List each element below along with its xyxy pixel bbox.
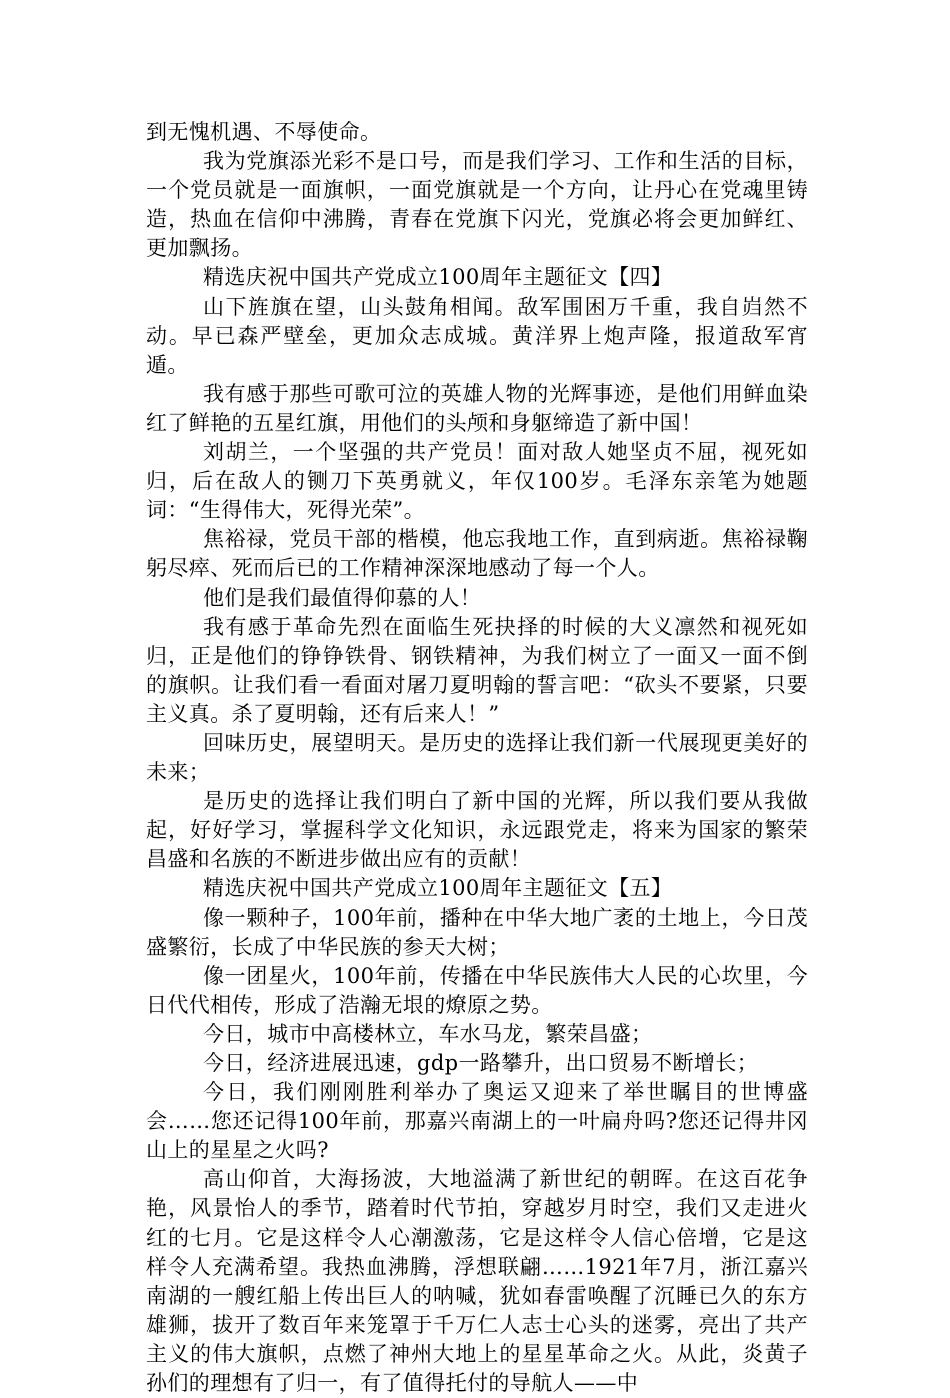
section-heading-5: 精选庆祝中国共产党成立100周年主题征文【五】 — [203, 876, 673, 901]
paragraph: 我有感于那些可歌可泣的英雄人物的光辉事迹，是他们用鲜血染红了鲜艳的五星红旗，用他们的头颅和身躯缔造了新中国！ — [146, 381, 808, 435]
paragraph: 像一颗种子，100年前，播种在中华大地广袤的土地上，今日茂盛繁衍，长成了中华民族的参天大树； — [146, 905, 808, 959]
paragraph: 刘胡兰，一个坚强的共产党员！面对敌人她坚贞不屈，视死如归，后在敌人的铡刀下英勇就义，年仅100岁。毛泽东亲笔为她题词：“生得伟大，死得光荣”。 — [146, 440, 808, 523]
paragraph: 我为党旗添光彩不是口号，而是我们学习、工作和生活的目标，一个党员就是一面旗帜，一面党旗就是一个方向，让丹心在党魂里铸造，热血在信仰中沸腾，青春在党旗下闪光，党旗必将会更加鲜红、更加飘扬。 — [146, 149, 808, 261]
paragraph: 今日，城市中高楼林立，车水马龙，繁荣昌盛； — [203, 1021, 653, 1046]
paragraph: 今日，我们刚刚胜利举办了奥运又迎来了举世瞩目的世博盛会……您还记得100年前，那嘉兴南湖上的一叶扁舟吗?您还记得井冈山上的星星之火吗? — [146, 1080, 808, 1163]
paragraph: 今日，经济进展迅速，gdp一路攀升，出口贸易不断增长； — [203, 1051, 759, 1075]
paragraph: 像一团星火，100年前，传播在中华民族伟大人民的心坎里，今日代代相传，形成了浩瀚无垠的燎原之势。 — [146, 963, 808, 1017]
paragraph: 他们是我们最值得仰慕的人！ — [203, 585, 482, 610]
paragraph-continuation: 到无愧机遇、不辱使命。 — [146, 120, 382, 144]
paragraph: 高山仰首，大海扬波，大地溢满了新世纪的朝晖。在这百花争艳，风景怡人的季节，踏着时代节拍，穿越岁月时空，我们又走进火红的七月。它是这样令人心潮激荡，它是这样令人信心倍增，它是这样令人充满希望。我热血沸腾，浮想联翩……1921年7月，浙江嘉兴南湖的一艘红船上传出巨人的呐喊，犹如春雷唤醒了沉睡已久的东方雄狮，拔开了数百年来笼罩于千万仁人志士心头的迷雾，亮出了共产主义的伟大旗帜，点燃了神州大地上的星星革命之火。从此，炎黄子孙们的理想有了归一，有了值得托付的导航人——中 — [146, 1167, 808, 1396]
paragraph: 回味历史，展望明天。是历史的选择让我们新一代展现更美好的未来； — [146, 730, 808, 785]
paragraph: 我有感于革命先烈在面临生死抉择的时候的大义凛然和视死如归，正是他们的铮铮铁骨、钢铁精神，为我们树立了一面又一面不倒的旗帜。让我们看一看面对屠刀夏明翰的誓言吧：“砍头不要紧，只要主义真。杀了夏明翰，还有后来人！” — [146, 614, 808, 726]
document-body — [146, 118, 808, 1398]
paragraph: 焦裕禄，党员干部的楷模，他忘我地工作，直到病逝。焦裕禄鞠躬尽瘁、死而后已的工作精神深深地感动了每一个人。 — [146, 527, 808, 581]
paragraph: 山下旌旗在望，山头鼓角相闻。敌军围困万千重，我自岿然不动。早已森严壁垒，更加众志成城。黄洋界上炮声隆，报道敌军宵遁。 — [146, 294, 808, 377]
paragraph: 是历史的选择让我们明白了新中国的光辉，所以我们要从我做起，好好学习，掌握科学文化知识，永远跟党走，将来为国家的繁荣昌盛和名族的不断进步做出应有的贡献！ — [146, 789, 808, 872]
section-heading-4: 精选庆祝中国共产党成立100周年主题征文【四】 — [203, 265, 673, 290]
